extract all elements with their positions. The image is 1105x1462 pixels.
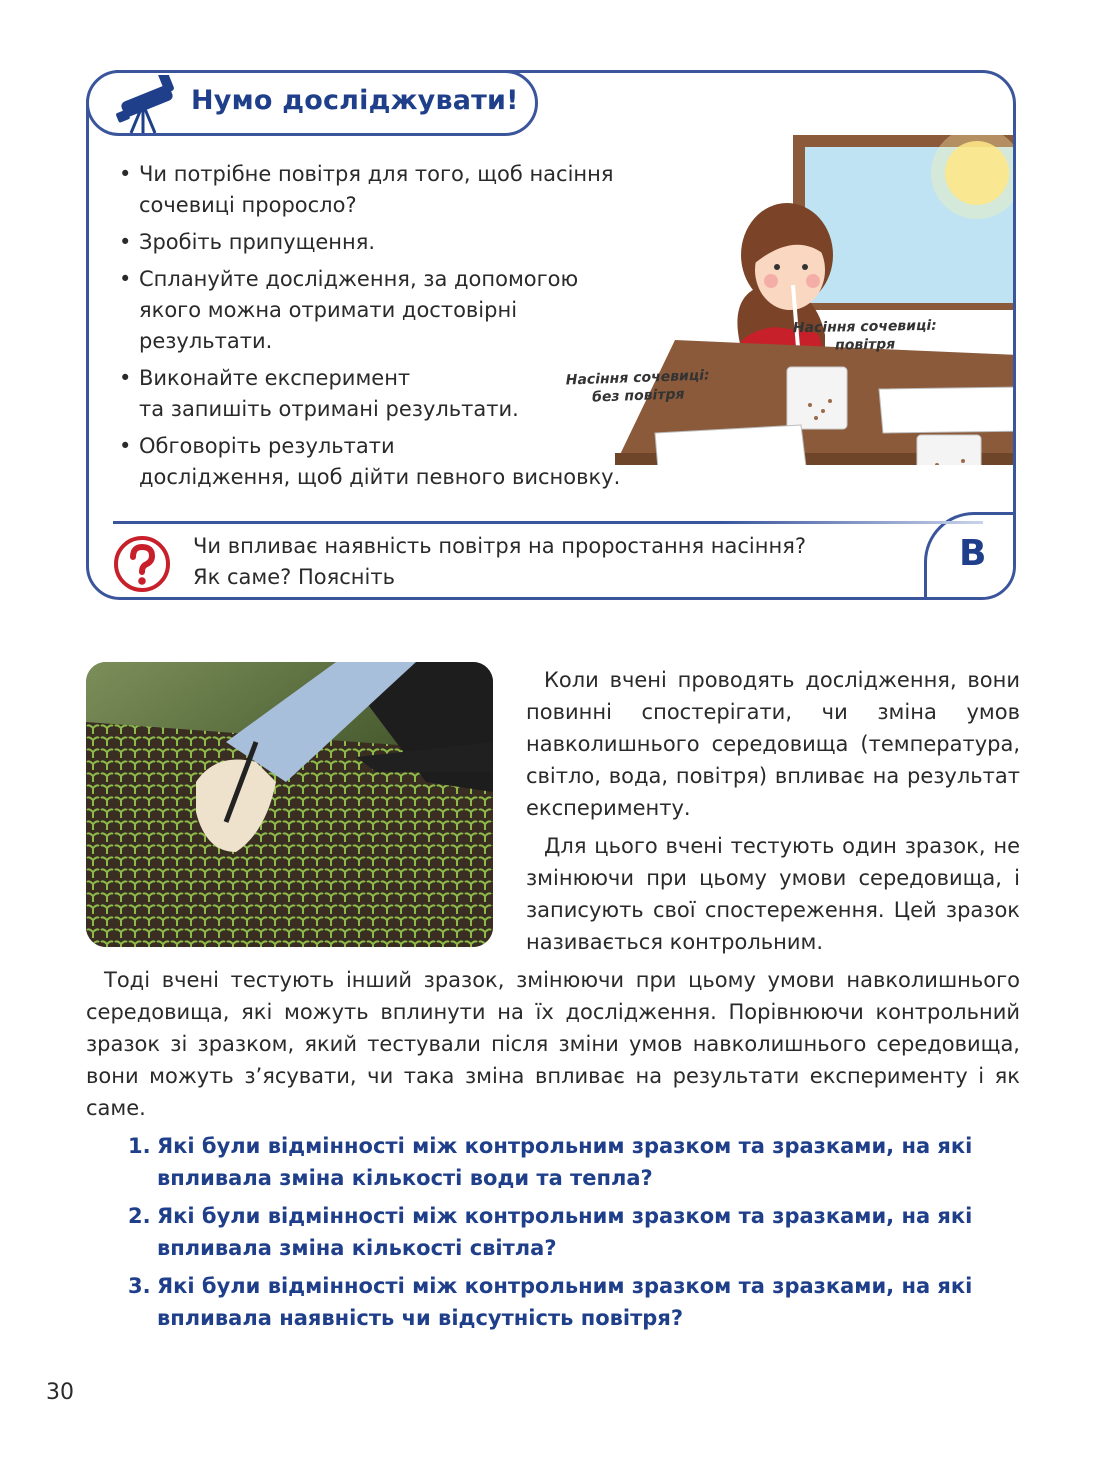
question-list — [128, 1130, 1008, 1340]
paragraph: Тоді вчені тестують інший зразок, змінюючи при цьому умови навколишнього середовища, які можуть вплинути на їх дослідження. Порівнюючи контрольний зразок зі зразком, який тестували після зміни умов навколишнього середовища, вони можуть з’ясувати, чи така зміна впливає на результати експерименту і як саме. — [86, 968, 1020, 1120]
activity-title: Нумо досліджувати! — [191, 85, 519, 116]
label-air: Насіння сочевиці: повітря — [792, 317, 937, 354]
list-item: • Чи потрібне повітря для того, щоб насіння сочевиці проросло? — [113, 159, 673, 221]
activity-header — [86, 70, 538, 136]
question-text: Які були відмінності між контрольним зразком та зразками, на які впливала наявність чи відсутність повітря? — [157, 1274, 973, 1330]
seedlings-photo — [86, 662, 493, 947]
question-number: 2. — [128, 1204, 151, 1228]
list-item: • Зробіть припущення. — [113, 227, 673, 258]
side-text — [526, 664, 1020, 964]
telescope-icon — [107, 75, 187, 135]
question-number: 1. — [128, 1134, 151, 1158]
list-item — [128, 1270, 1008, 1334]
page-number: 30 — [46, 1380, 74, 1405]
list-item: • Сплануйте дослідження, за допомогою якого можна отримати достовірні результати. — [113, 264, 673, 357]
paragraph: Для цього вчені тестують один зразок, не змінюючи при цьому умови середовища, і записують свої спостереження. Цей зразок називається контрольним. — [526, 834, 1020, 954]
question-mark-icon — [113, 535, 171, 593]
list-item — [128, 1200, 1008, 1264]
divider — [113, 521, 983, 524]
list-item — [128, 1130, 1008, 1194]
paragraph: Коли вчені проводять дослідження, вони повинні спостерігати, чи зміна умов навколишнього середовища (температура, світло, вода, повітря) впливає на результат експерименту. — [526, 668, 1020, 820]
reflection-question: Чи впливає наявність повітря на проростання насіння? Як саме? Поясніть — [193, 534, 806, 589]
list-item: • Обговоріть результати дослідження, щоб дійти певного висновку. — [113, 431, 673, 493]
question-text: Які були відмінності між контрольним зразком та зразками, на які впливала зміна кількості світла? — [157, 1204, 973, 1260]
label-no-air: Насіння сочевиці: без повітря — [565, 367, 710, 406]
question-text: Які були відмінності між контрольним зразком та зразками, на які впливала зміна кількості води та тепла? — [157, 1134, 973, 1190]
corner-badge — [924, 512, 1016, 600]
corner-letter: B — [959, 533, 987, 574]
task-list — [113, 159, 673, 499]
list-item: • Виконайте експеримент та запишіть отримані результати. — [113, 363, 673, 425]
question-number: 3. — [128, 1274, 151, 1298]
